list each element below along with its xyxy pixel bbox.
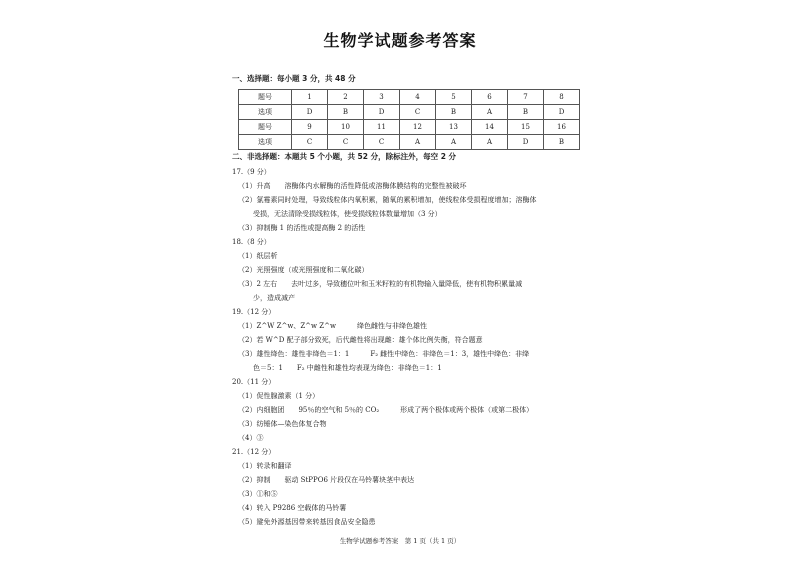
table-cell: 11	[364, 120, 400, 135]
table-cell: 选项	[239, 105, 292, 120]
q17-heading: 17.（9 分）	[232, 168, 271, 176]
q17-answer-2-cont: 受损，无法清除受损线粒体，使受损线粒体数量增加（3 分）	[253, 210, 442, 218]
table-cell: 4	[400, 90, 436, 105]
table-cell: 7	[508, 90, 544, 105]
table-cell: C	[328, 135, 364, 150]
table-cell: D	[364, 105, 400, 120]
table-cell: A	[472, 135, 508, 150]
table-cell: B	[328, 105, 364, 120]
q20-answer-3: （3）纺锤体—染色体复合物	[238, 420, 327, 428]
q21-answer-2: （2）抑制 驱动 StPPO6 片段仅在马铃薯块茎中表达	[238, 476, 415, 484]
table-cell: B	[436, 105, 472, 120]
q20-answer-4: （4）③	[238, 434, 264, 442]
page-footer: 生物学试题参考答案 第 1 页（共 1 页）	[339, 537, 461, 545]
table-cell: C	[400, 105, 436, 120]
q17-answer-3: （3）抑制酶 1 的活性或提高酶 2 的活性	[238, 224, 366, 232]
table-row	[239, 120, 580, 135]
table-cell: 14	[472, 120, 508, 135]
q19-answer-3: （3）雄性绛色：雄性非绛色＝1：1 F₂ 雌性中绛色：非绛色＝1：3，雄性中绛色：非绛	[238, 350, 530, 358]
table-cell: 10	[328, 120, 364, 135]
table-cell: B	[508, 105, 544, 120]
q21-answer-4: （4）转入 P9286 空载体的马铃薯	[238, 504, 347, 512]
table-cell: A	[436, 135, 472, 150]
part2-header: 二、非选择题：本题共 5 个小题，共 52 分，除标注外，每空 2 分	[232, 152, 457, 161]
table-cell: 3	[364, 90, 400, 105]
table-cell: A	[400, 135, 436, 150]
table-cell: 1	[292, 90, 328, 105]
table-cell: 8	[544, 90, 580, 105]
table-cell: A	[472, 105, 508, 120]
table-cell: 16	[544, 120, 580, 135]
table-row	[239, 90, 580, 105]
table-cell: 13	[436, 120, 472, 135]
q19-heading: 19.（12 分）	[232, 308, 276, 316]
table-cell: 12	[400, 120, 436, 135]
table-cell: 5	[436, 90, 472, 105]
table-cell: 2	[328, 90, 364, 105]
table-cell: 15	[508, 120, 544, 135]
table-cell: 9	[292, 120, 328, 135]
q18-answer-1: （1）纸层析	[238, 252, 278, 260]
table-cell: D	[508, 135, 544, 150]
q20-answer-2: （2）内细胞团 95％的空气和 5％的 CO₂ 形成了两个极体或两个极体（或第二极体）	[238, 406, 534, 414]
document-title: 生物学试题参考答案	[323, 31, 477, 50]
table-cell: 选项	[239, 135, 292, 150]
q18-answer-3: （3）2 左右 去叶过多，导致穗位叶和玉米籽粒的有机物输入量降低，使有机物积累量减	[238, 280, 523, 288]
q21-heading: 21.（12 分）	[232, 448, 276, 456]
table-cell: D	[544, 105, 580, 120]
table-row	[239, 135, 580, 150]
table-row	[239, 105, 580, 120]
q18-answer-2: （2）光照强度（或光照强度和二氧化碳）	[238, 266, 369, 274]
table-cell: C	[292, 135, 328, 150]
part1-header: 一、选择题：每小题 3 分，共 48 分	[232, 74, 356, 83]
q21-answer-1: （1）转录和翻译	[238, 462, 292, 470]
table-cell: C	[364, 135, 400, 150]
q21-answer-3: （3）①和⑤	[238, 490, 278, 498]
q17-answer-2: （2）氯霉素同时处理，导致线粒体内氧积累，随氧的累积增加，使线粒体受损程度增加；溶酶体	[238, 196, 537, 204]
table-cell: 题号	[239, 120, 292, 135]
q21-answer-5: （5）避免外源基因带来转基因食品安全隐患	[238, 518, 376, 526]
q20-heading: 20.（11 分）	[232, 378, 276, 386]
q20-answer-1: （1）促性腺激素（1 分）	[238, 392, 320, 400]
table-cell: D	[292, 105, 328, 120]
q19-answer-2: （2）若 W^D 配子部分致死，后代雌性将出现雌：雄个体比例失衡，符合题意	[238, 336, 483, 344]
table-cell: B	[544, 135, 580, 150]
q19-answer-3-cont: 色＝5：1 F₂ 中雌性和雄性均表现为绛色：非绛色＝1：1	[253, 364, 442, 372]
q19-answer-1: （1）Z^W Z^w、Z^w Z^w 绛色雌性与非绛色雄性	[238, 322, 427, 330]
q18-answer-3-cont: 少，造成减产	[253, 294, 295, 302]
table-cell: 题号	[239, 90, 292, 105]
table-cell: 6	[472, 90, 508, 105]
q17-answer-1: （1）升高 溶酶体内水解酶的活性降低或溶酶体膜结构的完整性被破坏	[238, 182, 467, 190]
q18-heading: 18.（8 分）	[232, 238, 271, 246]
answer-table	[238, 89, 580, 150]
